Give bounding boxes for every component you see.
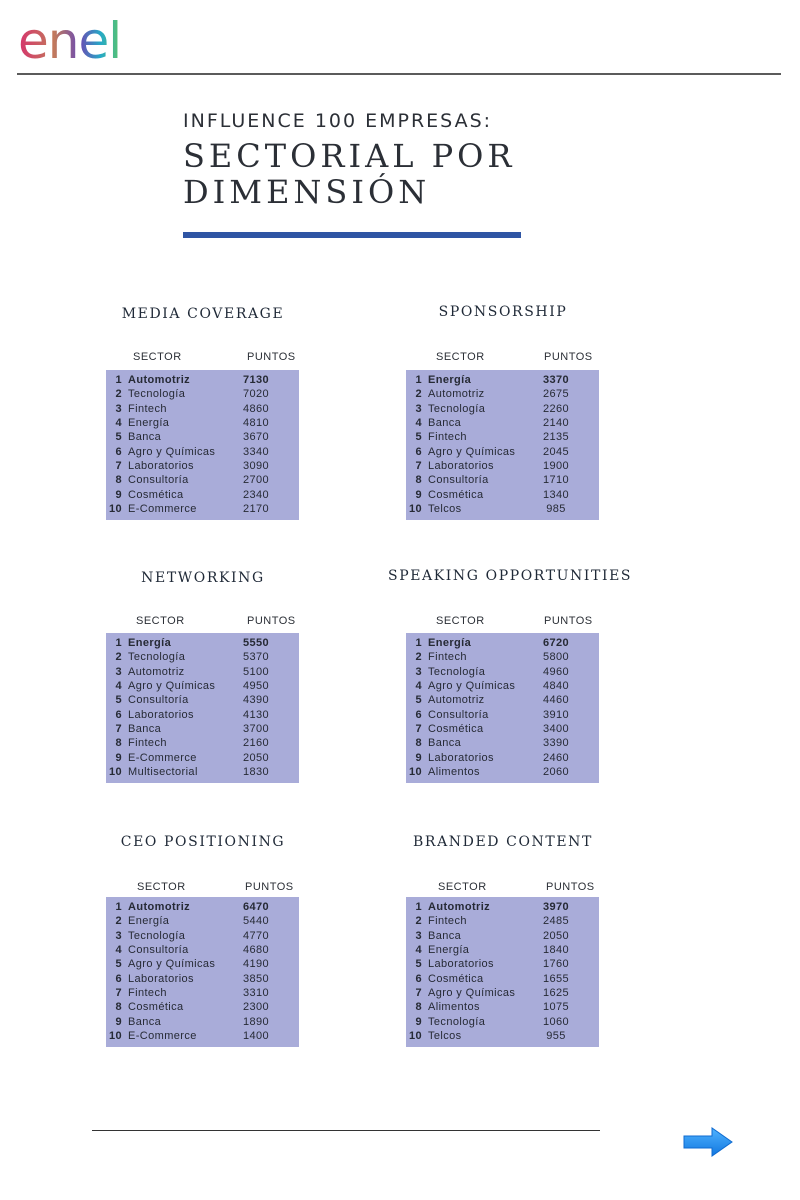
points-cell: 2170	[242, 502, 270, 515]
table-row	[106, 900, 299, 914]
rank-cell: 8	[115, 737, 122, 750]
sector-cell: Consultoría	[128, 694, 189, 707]
rank-cell: 7	[415, 722, 422, 735]
table-row	[406, 1014, 599, 1028]
col-header-sector: SECTOR	[136, 615, 185, 627]
table-row	[106, 986, 299, 1000]
sector-cell: Energía	[428, 637, 472, 650]
points-cell: 3910	[542, 708, 570, 721]
rank-cell: 4	[115, 944, 122, 957]
table-row	[406, 957, 599, 971]
sector-cell: Fintech	[428, 915, 467, 928]
sector-cell: Banca	[428, 417, 462, 430]
table-row	[406, 722, 599, 736]
sector-cell: Banca	[128, 431, 162, 444]
points-cell: 2045	[542, 445, 570, 458]
rank-cell: 2	[415, 915, 422, 928]
sector-cell: Automotriz	[428, 694, 485, 707]
rank-cell: 3	[115, 665, 122, 678]
table-row	[106, 459, 299, 473]
panel-title: MEDIA COVERAGE	[121, 306, 285, 322]
sector-cell: Tecnología	[428, 1015, 486, 1028]
rank-cell: 8	[415, 474, 422, 487]
ranking-table	[406, 897, 599, 1047]
rank-cell: 7	[115, 722, 122, 735]
table-row	[406, 986, 599, 1000]
points-cell: 3310	[242, 986, 270, 999]
points-cell: 2485	[542, 915, 570, 928]
points-cell: 2160	[242, 737, 270, 750]
sector-cell: Laboratorios	[128, 459, 194, 472]
sector-cell: Consultoría	[428, 708, 489, 721]
points-cell: 3390	[542, 737, 570, 750]
panel-title: SPEAKING OPPORTUNITIES	[388, 568, 633, 584]
table-row	[106, 402, 299, 416]
points-cell: 5800	[542, 651, 570, 664]
rank-cell: 8	[415, 1001, 422, 1014]
points-cell: 4130	[242, 708, 270, 721]
rank-cell: 3	[115, 929, 122, 942]
table-row	[106, 444, 299, 458]
rank-cell: 6	[115, 972, 122, 985]
rank-cell: 2	[115, 388, 122, 401]
panel-title: BRANDED CONTENT	[413, 834, 593, 850]
sector-cell: Energía	[128, 637, 172, 650]
rank-cell: 4	[415, 680, 422, 693]
table-row	[406, 665, 599, 679]
sector-cell: Cosmética	[428, 972, 484, 985]
points-cell: 3090	[242, 459, 270, 472]
table-row	[406, 373, 599, 387]
sector-cell: Tecnología	[428, 665, 486, 678]
table-row	[406, 943, 599, 957]
sector-cell: Laboratorios	[428, 958, 494, 971]
rank-cell: 9	[115, 1015, 122, 1028]
table-row	[406, 402, 599, 416]
table-row	[406, 929, 599, 943]
rank-cell: 4	[415, 944, 422, 957]
table-row	[406, 430, 599, 444]
sector-cell: Cosmética	[128, 488, 184, 501]
points-cell: 2700	[242, 474, 270, 487]
header-divider	[17, 73, 781, 75]
table-row	[406, 900, 599, 914]
table-row	[406, 765, 599, 779]
rank-cell: 4	[415, 417, 422, 430]
ranking-table	[106, 633, 299, 783]
points-cell: 3670	[242, 431, 270, 444]
table-row	[106, 416, 299, 430]
table-row	[406, 650, 599, 664]
rank-cell: 9	[115, 751, 122, 764]
sector-cell: Agro y Químicas	[428, 680, 516, 693]
sector-cell: Consultoría	[428, 474, 489, 487]
points-cell: 5100	[242, 665, 270, 678]
points-cell: 6720	[542, 637, 570, 650]
points-cell: 2675	[542, 388, 570, 401]
table-row	[406, 502, 599, 516]
rank-cell: 2	[415, 651, 422, 664]
points-cell: 1625	[542, 986, 570, 999]
sector-cell: E-Commerce	[128, 751, 197, 764]
table-row	[106, 943, 299, 957]
sector-cell: Energía	[428, 374, 472, 387]
sector-cell: Agro y Químicas	[128, 680, 216, 693]
rank-cell: 3	[415, 402, 422, 415]
rank-cell: 1	[115, 901, 122, 914]
rank-cell: 8	[115, 1001, 122, 1014]
table-row	[106, 971, 299, 985]
panel-title: CEO POSITIONING	[120, 834, 286, 850]
rank-cell: 7	[115, 986, 122, 999]
table-row	[106, 679, 299, 693]
title-underline	[183, 232, 521, 238]
col-header-sector: SECTOR	[133, 351, 182, 363]
points-cell: 7130	[242, 374, 270, 387]
points-cell: 1890	[242, 1015, 270, 1028]
rank-cell: 1	[115, 637, 122, 650]
table-row	[106, 722, 299, 736]
col-header-sector: SECTOR	[436, 351, 485, 363]
rank-cell: 10	[408, 1029, 422, 1042]
sector-cell: Fintech	[428, 651, 467, 664]
points-cell: 4950	[242, 680, 270, 693]
rank-cell: 4	[115, 680, 122, 693]
sector-cell: Laboratorios	[428, 751, 494, 764]
table-row	[406, 1029, 599, 1043]
table-row	[106, 707, 299, 721]
rank-cell: 10	[108, 502, 122, 515]
points-cell: 3850	[242, 972, 270, 985]
sector-cell: Automotriz	[128, 665, 185, 678]
points-cell: 3370	[542, 374, 570, 387]
sector-cell: Multisectorial	[128, 765, 198, 778]
rank-cell: 5	[415, 958, 422, 971]
rank-cell: 1	[115, 374, 122, 387]
svg-text:enel: enel	[18, 16, 122, 66]
points-cell: 2060	[542, 765, 570, 778]
sector-cell: Automotriz	[128, 374, 191, 387]
rank-cell: 6	[415, 445, 422, 458]
rank-cell: 10	[408, 502, 422, 515]
col-header-sector: SECTOR	[137, 881, 186, 893]
sector-cell: E-Commerce	[128, 1029, 197, 1042]
table-row	[406, 416, 599, 430]
rank-cell: 3	[415, 665, 422, 678]
table-row	[106, 736, 299, 750]
sector-cell: Cosmética	[128, 1001, 184, 1014]
points-cell: 1710	[542, 474, 570, 487]
sector-cell: Banca	[428, 929, 462, 942]
sector-cell: Fintech	[428, 431, 467, 444]
points-cell: 1830	[242, 765, 270, 778]
rank-cell: 8	[115, 474, 122, 487]
points-cell: 4840	[542, 680, 570, 693]
sector-cell: Consultoría	[128, 474, 189, 487]
points-cell: 4960	[542, 665, 570, 678]
sector-cell: Telcos	[428, 502, 462, 515]
panel-title: NETWORKING	[141, 570, 265, 586]
rank-cell: 3	[115, 402, 122, 415]
rank-cell: 5	[115, 694, 122, 707]
points-cell: 985	[546, 502, 566, 515]
col-header-puntos: PUNTOS	[544, 351, 593, 363]
rank-cell: 5	[415, 431, 422, 444]
rank-cell: 10	[408, 765, 422, 778]
rank-cell: 2	[415, 388, 422, 401]
sector-cell: Alimentos	[428, 1001, 480, 1014]
points-cell: 2140	[542, 417, 570, 430]
rank-cell: 7	[115, 459, 122, 472]
col-header-puntos: PUNTOS	[245, 881, 294, 893]
table-row	[406, 750, 599, 764]
rank-cell: 5	[115, 958, 122, 971]
table-row	[106, 1000, 299, 1014]
col-header-sector: SECTOR	[436, 615, 485, 627]
sector-cell: Cosmética	[428, 722, 484, 735]
points-cell: 1400	[242, 1029, 270, 1042]
points-cell: 1900	[542, 459, 570, 472]
rank-cell: 1	[415, 901, 422, 914]
rank-cell: 10	[108, 1029, 122, 1042]
points-cell: 4810	[242, 417, 270, 430]
points-cell: 4460	[542, 694, 570, 707]
points-cell: 2135	[542, 431, 570, 444]
sector-cell: Banca	[428, 737, 462, 750]
table-row	[106, 957, 299, 971]
table-row	[406, 971, 599, 985]
sector-cell: Laboratorios	[428, 459, 494, 472]
sector-cell: Agro y Químicas	[128, 958, 216, 971]
points-cell: 7020	[242, 388, 270, 401]
table-row	[106, 373, 299, 387]
rank-cell: 7	[415, 459, 422, 472]
page-kicker: INFLUENCE 100 EMPRESAS:	[183, 110, 493, 132]
sector-cell: Automotriz	[128, 901, 191, 914]
points-cell: 3340	[242, 445, 270, 458]
table-row	[406, 693, 599, 707]
points-cell: 1075	[542, 1001, 570, 1014]
rank-cell: 1	[415, 374, 422, 387]
table-row	[106, 1029, 299, 1043]
table-row	[106, 487, 299, 501]
table-row	[106, 750, 299, 764]
points-cell: 6470	[242, 901, 270, 914]
points-cell: 1060	[542, 1015, 570, 1028]
table-row	[106, 430, 299, 444]
table-row	[406, 459, 599, 473]
rank-cell: 2	[115, 651, 122, 664]
points-cell: 2050	[242, 751, 270, 764]
rank-cell: 4	[115, 417, 122, 430]
table-row	[106, 914, 299, 928]
footer-divider	[92, 1130, 600, 1131]
sector-cell: Banca	[128, 1015, 162, 1028]
rank-cell: 6	[415, 972, 422, 985]
col-header-puntos: PUNTOS	[247, 351, 296, 363]
sector-cell: Tecnología	[128, 388, 186, 401]
points-cell: 4860	[242, 402, 270, 415]
table-row	[406, 1000, 599, 1014]
sector-cell: Fintech	[128, 737, 167, 750]
points-cell: 4390	[242, 694, 270, 707]
sector-cell: Alimentos	[428, 765, 480, 778]
table-row	[406, 914, 599, 928]
col-header-sector: SECTOR	[438, 881, 487, 893]
points-cell: 2460	[542, 751, 570, 764]
table-row	[406, 679, 599, 693]
points-cell: 3400	[542, 722, 570, 735]
col-header-puntos: PUNTOS	[546, 881, 595, 893]
rank-cell: 5	[415, 694, 422, 707]
points-cell: 4770	[242, 929, 270, 942]
table-row	[106, 502, 299, 516]
sector-cell: E-Commerce	[128, 502, 197, 515]
sector-cell: Fintech	[128, 986, 167, 999]
sector-cell: Cosmética	[428, 488, 484, 501]
sector-cell: Laboratorios	[128, 708, 194, 721]
rank-cell: 3	[415, 929, 422, 942]
next-page-button[interactable]	[682, 1125, 734, 1159]
table-row	[406, 473, 599, 487]
rank-cell: 9	[415, 751, 422, 764]
rank-cell: 2	[115, 915, 122, 928]
sector-cell: Telcos	[428, 1029, 462, 1042]
points-cell: 1340	[542, 488, 570, 501]
sector-cell: Automotriz	[428, 901, 491, 914]
sector-cell: Fintech	[128, 402, 167, 415]
sector-cell: Agro y Químicas	[428, 986, 516, 999]
ranking-table	[106, 370, 299, 520]
points-cell: 4190	[242, 958, 270, 971]
points-cell: 1840	[542, 944, 570, 957]
sector-cell: Energía	[128, 915, 170, 928]
table-row	[406, 387, 599, 401]
table-row	[406, 736, 599, 750]
rank-cell: 10	[108, 765, 122, 778]
ranking-table	[106, 897, 299, 1047]
rank-cell: 6	[115, 708, 122, 721]
table-row	[106, 765, 299, 779]
points-cell: 2050	[542, 929, 570, 942]
points-cell: 2260	[542, 402, 570, 415]
sector-cell: Energía	[128, 417, 170, 430]
table-row	[106, 1014, 299, 1028]
enel-logo	[16, 16, 171, 66]
sector-cell: Energía	[428, 944, 470, 957]
sector-cell: Agro y Químicas	[428, 445, 516, 458]
rank-cell: 9	[415, 488, 422, 501]
points-cell: 4680	[242, 944, 270, 957]
table-row	[406, 444, 599, 458]
table-row	[106, 929, 299, 943]
rank-cell: 9	[115, 488, 122, 501]
rank-cell: 7	[415, 986, 422, 999]
sector-cell: Consultoría	[128, 944, 189, 957]
ranking-table	[406, 633, 599, 783]
rank-cell: 1	[415, 637, 422, 650]
table-row	[406, 487, 599, 501]
sector-cell: Automotriz	[428, 388, 485, 401]
rank-cell: 6	[115, 445, 122, 458]
table-row	[406, 636, 599, 650]
points-cell: 5370	[242, 651, 270, 664]
points-cell: 1760	[542, 958, 570, 971]
ranking-table	[406, 370, 599, 520]
points-cell: 5550	[242, 637, 270, 650]
rank-cell: 8	[415, 737, 422, 750]
table-row	[406, 707, 599, 721]
sector-cell: Tecnología	[128, 651, 186, 664]
points-cell: 1655	[542, 972, 570, 985]
rank-cell: 6	[415, 708, 422, 721]
points-cell: 3970	[542, 901, 570, 914]
table-row	[106, 636, 299, 650]
page-title: SECTORIAL POR DIMENSIÓN	[183, 137, 516, 211]
table-row	[106, 665, 299, 679]
sector-cell: Tecnología	[428, 402, 486, 415]
arrow-right-icon	[682, 1125, 734, 1159]
sector-cell: Tecnología	[128, 929, 186, 942]
rank-cell: 9	[415, 1015, 422, 1028]
col-header-puntos: PUNTOS	[544, 615, 593, 627]
table-row	[106, 473, 299, 487]
points-cell: 3700	[242, 722, 270, 735]
sector-cell: Laboratorios	[128, 972, 194, 985]
table-row	[106, 387, 299, 401]
sector-cell: Banca	[128, 722, 162, 735]
points-cell: 2340	[242, 488, 270, 501]
col-header-puntos: PUNTOS	[247, 615, 296, 627]
table-row	[106, 693, 299, 707]
points-cell: 5440	[242, 915, 270, 928]
table-row	[106, 650, 299, 664]
points-cell: 955	[546, 1029, 566, 1042]
panel-title: SPONSORSHIP	[438, 304, 568, 320]
rank-cell: 5	[115, 431, 122, 444]
sector-cell: Agro y Químicas	[128, 445, 216, 458]
points-cell: 2300	[242, 1001, 270, 1014]
